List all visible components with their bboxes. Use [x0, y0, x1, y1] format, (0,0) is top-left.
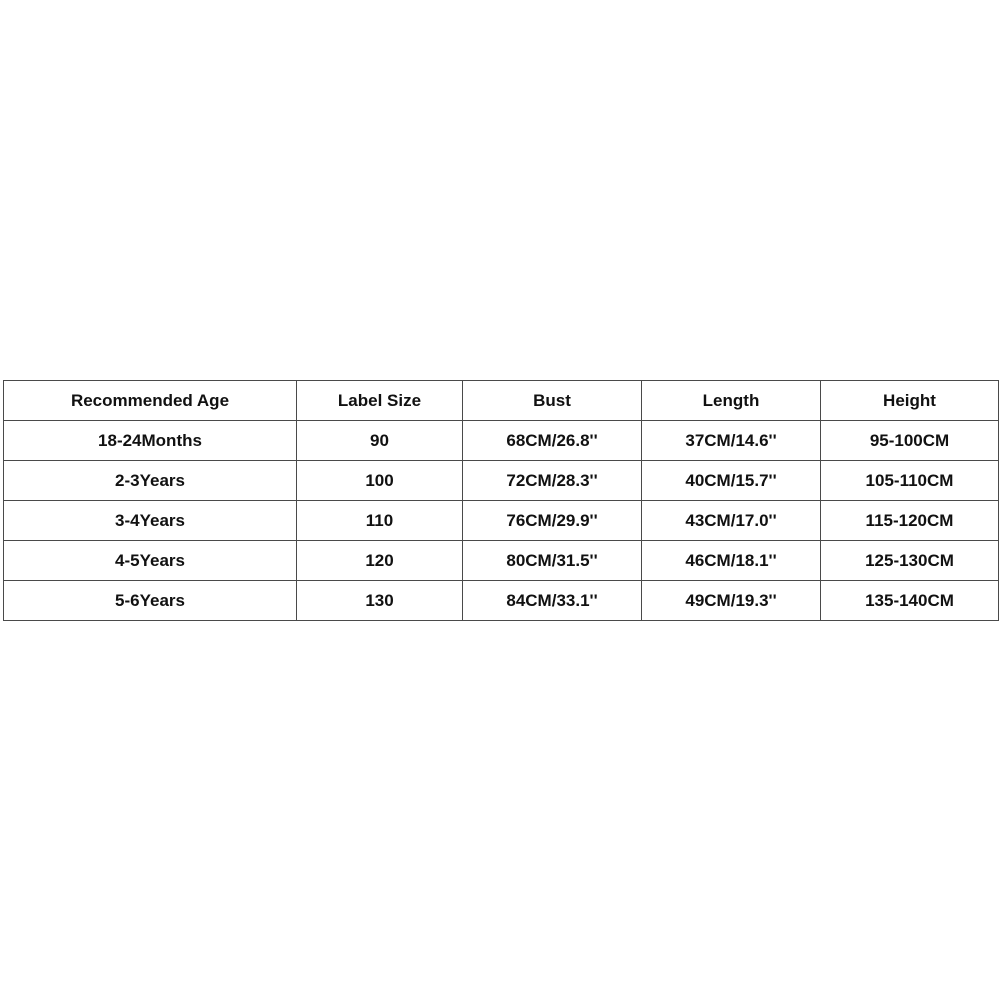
header-recommended-age: Recommended Age: [4, 381, 297, 421]
cell-label-size: 130: [297, 581, 463, 621]
cell-length: 43CM/17.0'': [642, 501, 821, 541]
cell-height: 105-110CM: [821, 461, 999, 501]
cell-recommended-age: 5-6Years: [4, 581, 297, 621]
header-label-size: Label Size: [297, 381, 463, 421]
header-height: Height: [821, 381, 999, 421]
cell-length: 40CM/15.7'': [642, 461, 821, 501]
table-row: [4, 421, 999, 461]
table-row: [4, 581, 999, 621]
cell-bust: 72CM/28.3'': [463, 461, 642, 501]
cell-label-size: 110: [297, 501, 463, 541]
cell-bust: 68CM/26.8'': [463, 421, 642, 461]
cell-recommended-age: 4-5Years: [4, 541, 297, 581]
cell-height: 125-130CM: [821, 541, 999, 581]
cell-label-size: 100: [297, 461, 463, 501]
header-length: Length: [642, 381, 821, 421]
table-row: [4, 461, 999, 501]
header-bust: Bust: [463, 381, 642, 421]
cell-bust: 80CM/31.5'': [463, 541, 642, 581]
table-row: [4, 501, 999, 541]
size-chart-table: [3, 380, 999, 621]
cell-bust: 76CM/29.9'': [463, 501, 642, 541]
cell-bust: 84CM/33.1'': [463, 581, 642, 621]
cell-height: 135-140CM: [821, 581, 999, 621]
cell-length: 37CM/14.6'': [642, 421, 821, 461]
cell-length: 49CM/19.3'': [642, 581, 821, 621]
cell-recommended-age: 2-3Years: [4, 461, 297, 501]
cell-length: 46CM/18.1'': [642, 541, 821, 581]
cell-height: 95-100CM: [821, 421, 999, 461]
table-row: [4, 541, 999, 581]
table-header-row: [4, 381, 999, 421]
cell-label-size: 120: [297, 541, 463, 581]
cell-height: 115-120CM: [821, 501, 999, 541]
cell-label-size: 90: [297, 421, 463, 461]
cell-recommended-age: 3-4Years: [4, 501, 297, 541]
cell-recommended-age: 18-24Months: [4, 421, 297, 461]
